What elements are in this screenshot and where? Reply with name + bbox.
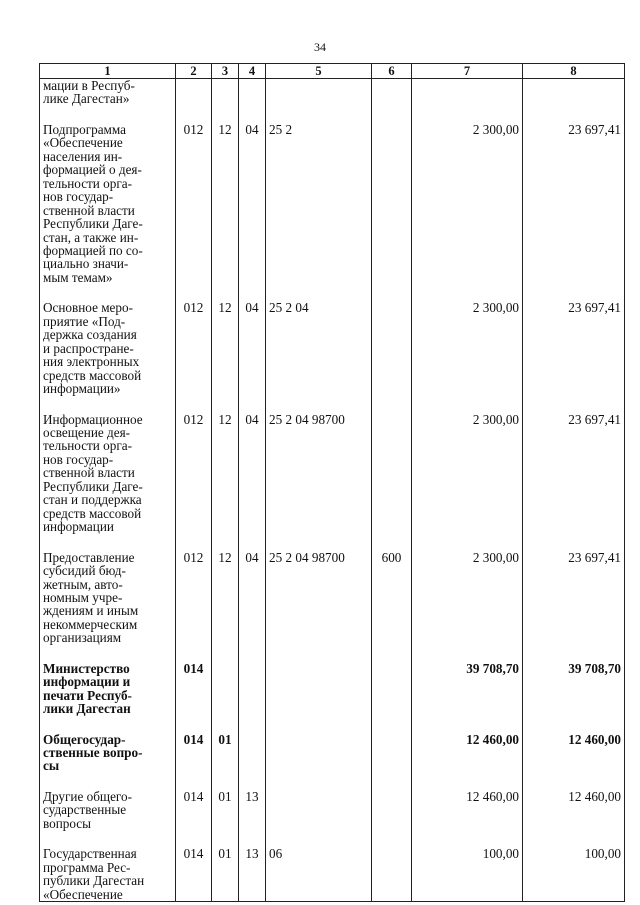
row-target-code: 06: [266, 847, 372, 901]
col-header-7: 7: [412, 64, 523, 79]
row-name: Основное меро- приятие «Под- держка создания и распростране- ния электронных средств массовой информации»: [40, 301, 176, 412]
row-ministry-code: 012: [176, 301, 212, 412]
table-body: [40, 79, 625, 902]
page-number: 34: [314, 40, 326, 54]
col-header-3: 3: [212, 64, 239, 79]
row-name: Общегосудар- ственные вопро- сы: [40, 733, 176, 790]
row-ministry-code: 014: [176, 733, 212, 790]
row-name: Министерство информации и печати Респуб- лики Дагестан: [40, 662, 176, 733]
row-subsection-code: 04: [239, 551, 266, 662]
row-section-code: 12: [212, 123, 239, 301]
row-target-code: [266, 79, 372, 123]
row-ministry-code: [176, 79, 212, 123]
row-expense-type: [372, 301, 412, 412]
row-section-code: [212, 662, 239, 733]
row-amount-1: 2 300,00: [412, 301, 523, 412]
row-section-code: 01: [212, 790, 239, 847]
budget-table: [39, 63, 625, 902]
row-name: Государственная программа Рес- публики Дагестан «Обеспечение: [40, 847, 176, 901]
row-ministry-code: 012: [176, 551, 212, 662]
table-row: [40, 551, 625, 662]
row-subsection-code: 13: [239, 790, 266, 847]
row-section-code: 01: [212, 733, 239, 790]
row-ministry-code: 012: [176, 413, 212, 551]
table-row: [40, 413, 625, 551]
table-row: [40, 123, 625, 301]
row-ministry-code: 014: [176, 847, 212, 901]
row-expense-type: 600: [372, 551, 412, 662]
row-target-code: 25 2 04: [266, 301, 372, 412]
row-ministry-code: 014: [176, 662, 212, 733]
table-row: [40, 847, 625, 901]
row-amount-2: 12 460,00: [523, 790, 625, 847]
row-expense-type: [372, 662, 412, 733]
col-header-6: 6: [372, 64, 412, 79]
row-target-code: [266, 790, 372, 847]
row-name: Подпрограмма «Обеспечение населения ин- формацией о дея- тельности орга- нов государ- ственной власти Республики Даге- стан, а также ин- формацией по со- циально значи- мым темам»: [40, 123, 176, 301]
row-section-code: 12: [212, 413, 239, 551]
row-section-code: 12: [212, 301, 239, 412]
row-amount-1: [412, 79, 523, 123]
row-subsection-code: [239, 79, 266, 123]
row-amount-1: 2 300,00: [412, 551, 523, 662]
row-ministry-code: 012: [176, 123, 212, 301]
row-section-code: [212, 79, 239, 123]
row-amount-1: 39 708,70: [412, 662, 523, 733]
row-amount-2: 100,00: [523, 847, 625, 901]
table-row: [40, 662, 625, 733]
row-expense-type: [372, 413, 412, 551]
row-name: Информационное освещение дея- тельности орга- нов государ- ственной власти Республики Даге- стан и поддержка средств массовой информации: [40, 413, 176, 551]
table-row: [40, 790, 625, 847]
row-amount-1: 100,00: [412, 847, 523, 901]
row-subsection-code: [239, 733, 266, 790]
table-row: [40, 733, 625, 790]
row-amount-2: 23 697,41: [523, 413, 625, 551]
col-header-5: 5: [266, 64, 372, 79]
row-amount-2: 23 697,41: [523, 551, 625, 662]
col-header-8: 8: [523, 64, 625, 79]
row-subsection-code: 04: [239, 301, 266, 412]
table-header-row: [40, 64, 625, 79]
row-section-code: 01: [212, 847, 239, 901]
row-expense-type: [372, 123, 412, 301]
row-name: мации в Респуб- лике Дагестан»: [40, 79, 176, 123]
row-expense-type: [372, 733, 412, 790]
row-section-code: 12: [212, 551, 239, 662]
row-amount-2: 23 697,41: [523, 123, 625, 301]
row-amount-2: 23 697,41: [523, 301, 625, 412]
row-amount-1: 12 460,00: [412, 790, 523, 847]
row-amount-1: 12 460,00: [412, 733, 523, 790]
row-target-code: [266, 662, 372, 733]
row-amount-1: 2 300,00: [412, 123, 523, 301]
row-subsection-code: 04: [239, 413, 266, 551]
col-header-4: 4: [239, 64, 266, 79]
table-row: [40, 301, 625, 412]
table-row: [40, 79, 625, 123]
row-subsection-code: 13: [239, 847, 266, 901]
row-amount-1: 2 300,00: [412, 413, 523, 551]
row-expense-type: [372, 79, 412, 123]
row-target-code: 25 2 04 98700: [266, 551, 372, 662]
row-target-code: [266, 733, 372, 790]
row-amount-2: 12 460,00: [523, 733, 625, 790]
col-header-2: 2: [176, 64, 212, 79]
row-amount-2: [523, 79, 625, 123]
row-subsection-code: 04: [239, 123, 266, 301]
row-expense-type: [372, 847, 412, 901]
row-amount-2: 39 708,70: [523, 662, 625, 733]
row-target-code: 25 2 04 98700: [266, 413, 372, 551]
row-name: Предоставление субсидий бюд- жетным, авто- номным учре- ждениям и иным некоммерческим организациям: [40, 551, 176, 662]
row-expense-type: [372, 790, 412, 847]
row-target-code: 25 2: [266, 123, 372, 301]
col-header-1: 1: [40, 64, 176, 79]
row-ministry-code: 014: [176, 790, 212, 847]
row-subsection-code: [239, 662, 266, 733]
row-name: Другие общего- сударственные вопросы: [40, 790, 176, 847]
